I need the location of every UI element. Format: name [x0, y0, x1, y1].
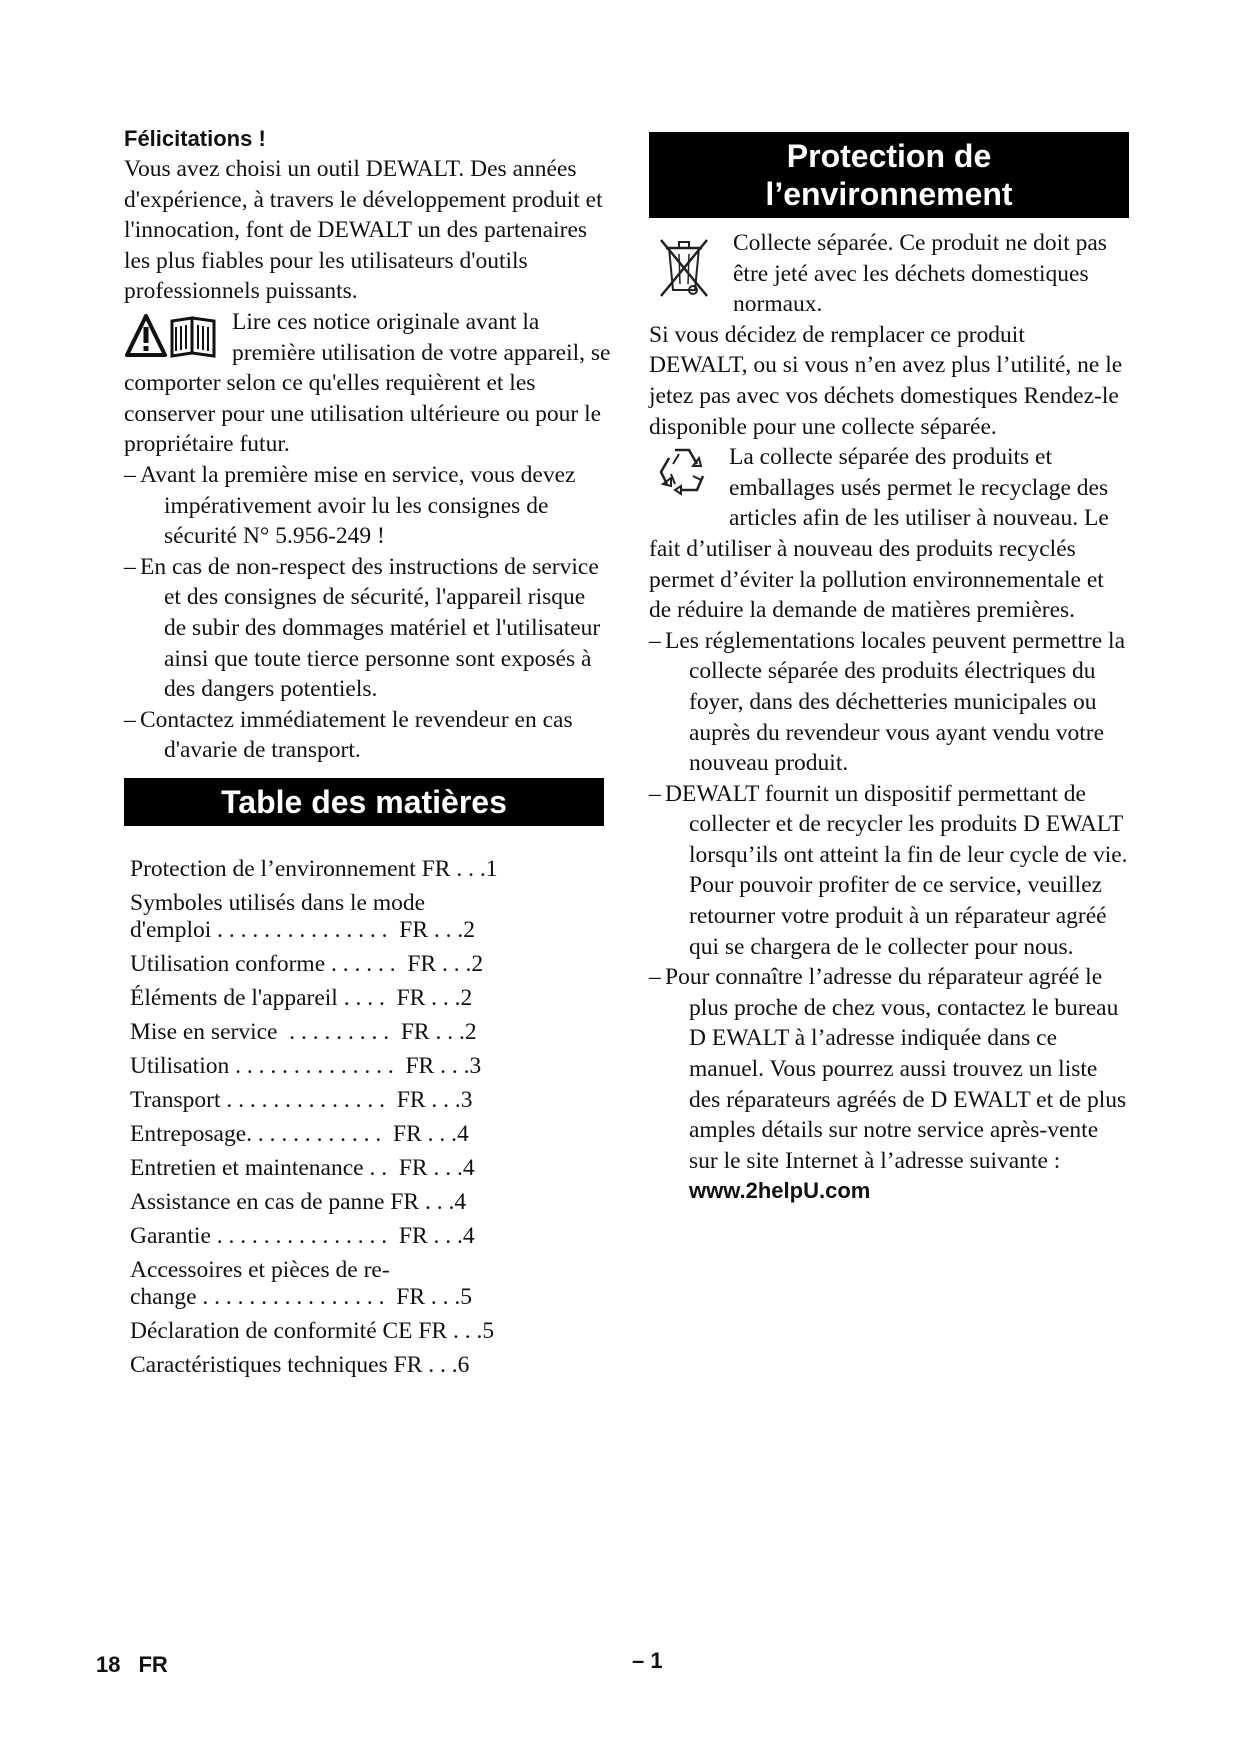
- toc-item[interactable]: Accessoires et pièces de re- change . . . . . . . . . . . . . . . . FR . . .5: [130, 1256, 473, 1310]
- crossed-bin-icon: [657, 234, 711, 305]
- page-marker: – 1: [632, 1648, 663, 1673]
- toc-title: Table des matières: [124, 778, 604, 826]
- intro-paragraph: Vous avez choisi un outil DEWALT. Des années d'expérience, à travers le développement produit et l'innocation, font de DEWALT un des partenaires les plus fiables pour les utilisateurs d'outils professionnels puissants.: [124, 156, 603, 305]
- toc-item[interactable]: Éléments de l'appareil . . . . FR . . .2: [130, 984, 473, 1011]
- intro-title: Félicitations !: [124, 126, 266, 151]
- collect-paragraph: Collecte séparée. Ce produit ne doit pas être jeté avec les déchets domestiques normaux.: [733, 230, 1107, 318]
- intro-bullet: – En cas de non-respect des instructions de service et des consignes de sécurité, l'appareil risque de subir des dommages matériel et l'utilisateur ainsi que toute tierce personne sont exposés à des dangers potentiels.: [124, 553, 601, 703]
- page-number: 18: [96, 1652, 121, 1677]
- separate-collection-block: [649, 228, 1129, 320]
- environment-bullet: – Pour connaître l’adresse du réparateur agréé le plus proche de chez vous, contactez le bureau D EWALT à l’adresse indiquée dans ce manuel. Vous pourrez aussi trouvez un liste des réparateurs agréés de D EWALT et de plus amples détails sur notre service après-vente sur le site Internet à l’adresse suivante : www.2helpU.com: [649, 964, 1127, 1204]
- replace-paragraph: Si vous décidez de remplacer ce produit DEWALT, ou si vous n’en avez plus l’utilité, ne le jetez pas avec vos déchets domestiques Rendez-le disponible pour une collecte séparée.: [649, 321, 1123, 440]
- toc-item[interactable]: Utilisation . . . . . . . . . . . . . . FR . . .3: [130, 1052, 482, 1079]
- recycling-block: [649, 442, 1129, 626]
- warning-manual-icon: [124, 313, 222, 364]
- recycle-icon: [653, 444, 711, 505]
- page-footer: [96, 1652, 168, 1678]
- intro-bullet: – Avant la première mise en service, vous devez impérativement avoir lu les consignes de sécurité N° 5.956-249 !: [124, 461, 576, 550]
- table-of-contents: [124, 856, 612, 1379]
- toc-item[interactable]: Déclaration de conformité CE FR . . .5: [130, 1317, 495, 1344]
- language-code: FR: [138, 1652, 168, 1677]
- read-manual-paragraph: Lire ces notice originale avant la première utilisation de votre appareil, se comporter selon ce qu'elles requièrent et les conserver pour une utilisation ultérieure ou pour le propriétaire futur.: [124, 308, 611, 458]
- toc-item[interactable]: Protection de l’environnement FR . . .1: [130, 855, 498, 882]
- environment-bullet: – Les réglementations locales peuvent permettre la collecte séparée des produits électriques du foyer, dans des déchetteries municipales ou auprès du revendeur vous ayant vendu votre nouveau produit.: [649, 627, 1126, 777]
- toc-item[interactable]: Assistance en cas de panne FR . . .4: [130, 1188, 467, 1215]
- toc-item[interactable]: Mise en service . . . . . . . . . FR . . .2: [130, 1018, 477, 1045]
- toc-item[interactable]: Utilisation conforme . . . . . . FR . . .2: [130, 950, 484, 977]
- environment-title: Protection de l’environnement: [649, 132, 1129, 218]
- left-column: [124, 124, 612, 1386]
- toc-item[interactable]: Entretien et maintenance . . FR . . .4: [130, 1154, 475, 1181]
- right-column: [649, 132, 1129, 1207]
- toc-item[interactable]: Caractéristiques techniques FR . . .6: [130, 1351, 470, 1378]
- toc-item[interactable]: Garantie . . . . . . . . . . . . . . . FR . . .4: [130, 1222, 475, 1249]
- website-link[interactable]: www.2helpU.com: [689, 1178, 871, 1204]
- toc-item[interactable]: Entreposage. . . . . . . . . . . . FR . . .4: [130, 1120, 469, 1147]
- environment-bullet: – DEWALT fournit un dispositif permettant de collecter et de recycler les produits D EWALT lorsqu’ils ont atteint la fin de leur cycle de vie. Pour pouvoir profiter de ce service, veuillez retourner votre produit à un réparateur agréé qui se chargera de le collecter pour nous.: [649, 780, 1128, 960]
- toc-item[interactable]: Symboles utilisés dans le mode d'emploi . . . . . . . . . . . . . . . FR . . .2: [130, 889, 475, 943]
- intro-bullet: – Contactez immédiatement le revendeur en cas d'avarie de transport.: [124, 706, 573, 764]
- toc-item[interactable]: Transport . . . . . . . . . . . . . . FR . . .3: [130, 1086, 473, 1113]
- recycle-paragraph: La collecte séparée des produits et emballages usés permet le recyclage des articles afin de les utiliser à nouveau. Le fait d’utiliser à nouveau des produits recyclés permet d’éviter la pollution environnementale et de réduire la demande de matières premières.: [649, 444, 1109, 624]
- read-manual-block: [124, 307, 612, 460]
